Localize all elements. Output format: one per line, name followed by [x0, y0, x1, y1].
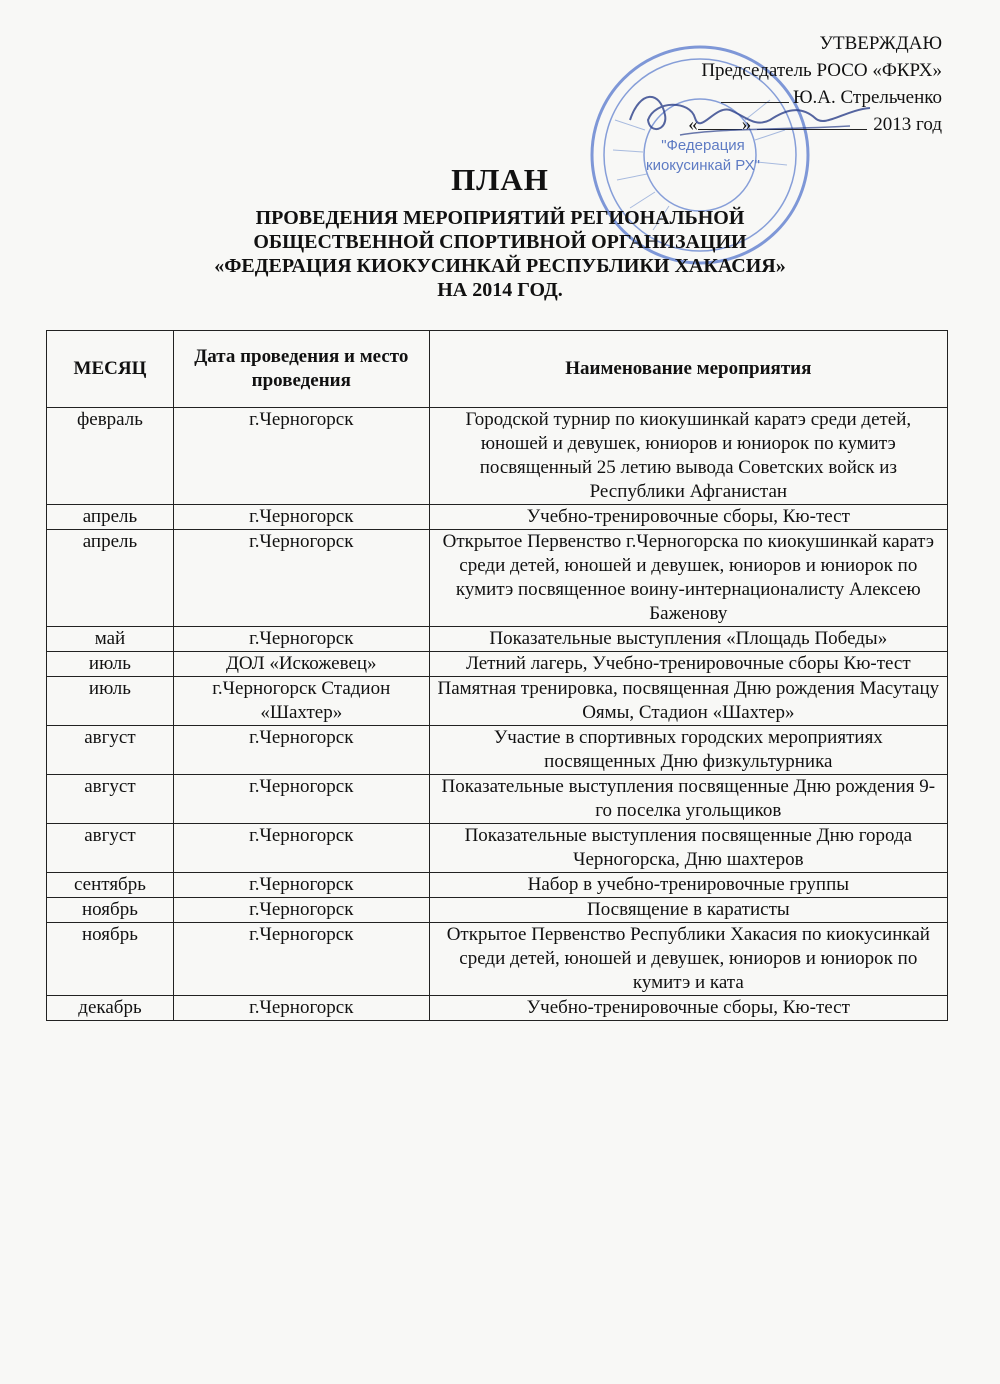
cell-month: ноябрь: [47, 898, 174, 923]
header-place: Дата проведения и место проведения: [173, 331, 429, 408]
table-row: [47, 677, 948, 726]
approval-signatory: Ю.А. Стрельченко: [792, 87, 942, 108]
subtitle-line-2: ОБЩЕСТВЕННОЙ СПОРТИВНОЙ ОРГАНИЗАЦИИ: [253, 231, 747, 253]
cell-event-name: Городской турнир по киокушинкай каратэ среди детей, юношей и девушек, юниоров и юниорок по кумитэ посвященный 25 летию вывода Советских войск из Республики Афганистан: [429, 408, 947, 505]
subtitle-line-1: ПРОВЕДЕНИЯ МЕРОПРИЯТИЙ РЕГИОНАЛЬНОЙ: [255, 207, 745, 229]
stamp-text-2: киокусинкай РХ": [646, 157, 760, 174]
cell-month: апрель: [47, 505, 174, 530]
table-row: [47, 775, 948, 824]
cell-month: июль: [47, 652, 174, 677]
cell-event-name: Показательные выступления «Площадь Победы»: [429, 627, 947, 652]
table-row: [47, 530, 948, 627]
header-name: Наименование мероприятия: [429, 331, 947, 408]
cell-event-name: Открытое Первенство г.Черногорска по киокушинкай каратэ среди детей, юношей и девушек, юниоров и юниорок по кумитэ посвященное воину-интернационалисту Алексею Баженову: [429, 530, 947, 627]
cell-event-name: Участие в спортивных городских мероприятиях посвященных Дню физкультурника: [429, 726, 947, 775]
cell-place: г.Черногорск: [173, 627, 429, 652]
cell-place: ДОЛ «Искожевец»: [173, 652, 429, 677]
table-row: [47, 898, 948, 923]
events-table: [46, 330, 948, 1021]
approval-year: 2013 год: [873, 114, 942, 135]
table-row: [47, 824, 948, 873]
approval-approve: УТВЕРЖДАЮ: [819, 33, 942, 54]
page-subtitle: [0, 206, 1000, 302]
cell-place: г.Черногорск: [173, 726, 429, 775]
cell-month: август: [47, 726, 174, 775]
cell-event-name: Показательные выступления посвященные Дню города Черногорска, Дню шахтеров: [429, 824, 947, 873]
cell-month: август: [47, 775, 174, 824]
cell-event-name: Учебно-тренировочные сборы, Кю-тест: [429, 505, 947, 530]
cell-month: февраль: [47, 408, 174, 505]
cell-place: г.Черногорск: [173, 408, 429, 505]
cell-event-name: Набор в учебно-тренировочные группы: [429, 873, 947, 898]
table-header-row: [47, 331, 948, 408]
subtitle-line-3: «ФЕДЕРАЦИЯ КИОКУСИНКАЙ РЕСПУБЛИКИ ХАКАСИЯ»: [214, 255, 786, 277]
handwritten-signature: [620, 80, 880, 150]
table-row: [47, 408, 948, 505]
cell-place: г.Черногорск: [173, 530, 429, 627]
cell-place: г.Черногорск: [173, 824, 429, 873]
cell-event-name: Показательные выступления посвященные Дню рождения 9-го поселка угольщиков: [429, 775, 947, 824]
table-row: [47, 873, 948, 898]
cell-event-name: Открытое Первенство Республики Хакасия по киокусинкай среди детей, юношей и девушек, юниоров и юниорок по кумитэ и ката: [429, 923, 947, 996]
cell-place: г.Черногорск: [173, 873, 429, 898]
cell-month: декабрь: [47, 996, 174, 1021]
cell-place: г.Черногорск: [173, 775, 429, 824]
cell-month: август: [47, 824, 174, 873]
table-row: [47, 505, 948, 530]
table-row: [47, 996, 948, 1021]
cell-place: г.Черногорск Стадион «Шахтер»: [173, 677, 429, 726]
cell-month: ноябрь: [47, 923, 174, 996]
table-row: [47, 652, 948, 677]
table-row: [47, 923, 948, 996]
cell-month: апрель: [47, 530, 174, 627]
cell-place: г.Черногорск: [173, 923, 429, 996]
subtitle-line-4: НА 2014 ГОД.: [437, 279, 563, 301]
cell-event-name: Учебно-тренировочные сборы, Кю-тест: [429, 996, 947, 1021]
page-title: ПЛАН: [451, 162, 549, 197]
cell-place: г.Черногорск: [173, 505, 429, 530]
cell-event-name: Памятная тренировка, посвященная Дню рождения Масутацу Оямы, Стадион «Шахтер»: [429, 677, 947, 726]
cell-month: сентябрь: [47, 873, 174, 898]
table-row: [47, 726, 948, 775]
stamp-text-1: "Федерация: [661, 137, 745, 154]
table-row: [47, 627, 948, 652]
table-body: [47, 408, 948, 1021]
cell-event-name: Летний лагерь, Учебно-тренировочные сборы Кю-тест: [429, 652, 947, 677]
cell-month: май: [47, 627, 174, 652]
cell-event-name: Посвящение в каратисты: [429, 898, 947, 923]
cell-place: г.Черногорск: [173, 898, 429, 923]
cell-place: г.Черногорск: [173, 996, 429, 1021]
header-month: МЕСЯЦ: [47, 331, 174, 408]
approval-date: « » 2013 год: [582, 111, 942, 138]
approval-position: Председатель РОСО «ФКРХ»: [701, 60, 942, 81]
cell-month: июль: [47, 677, 174, 726]
